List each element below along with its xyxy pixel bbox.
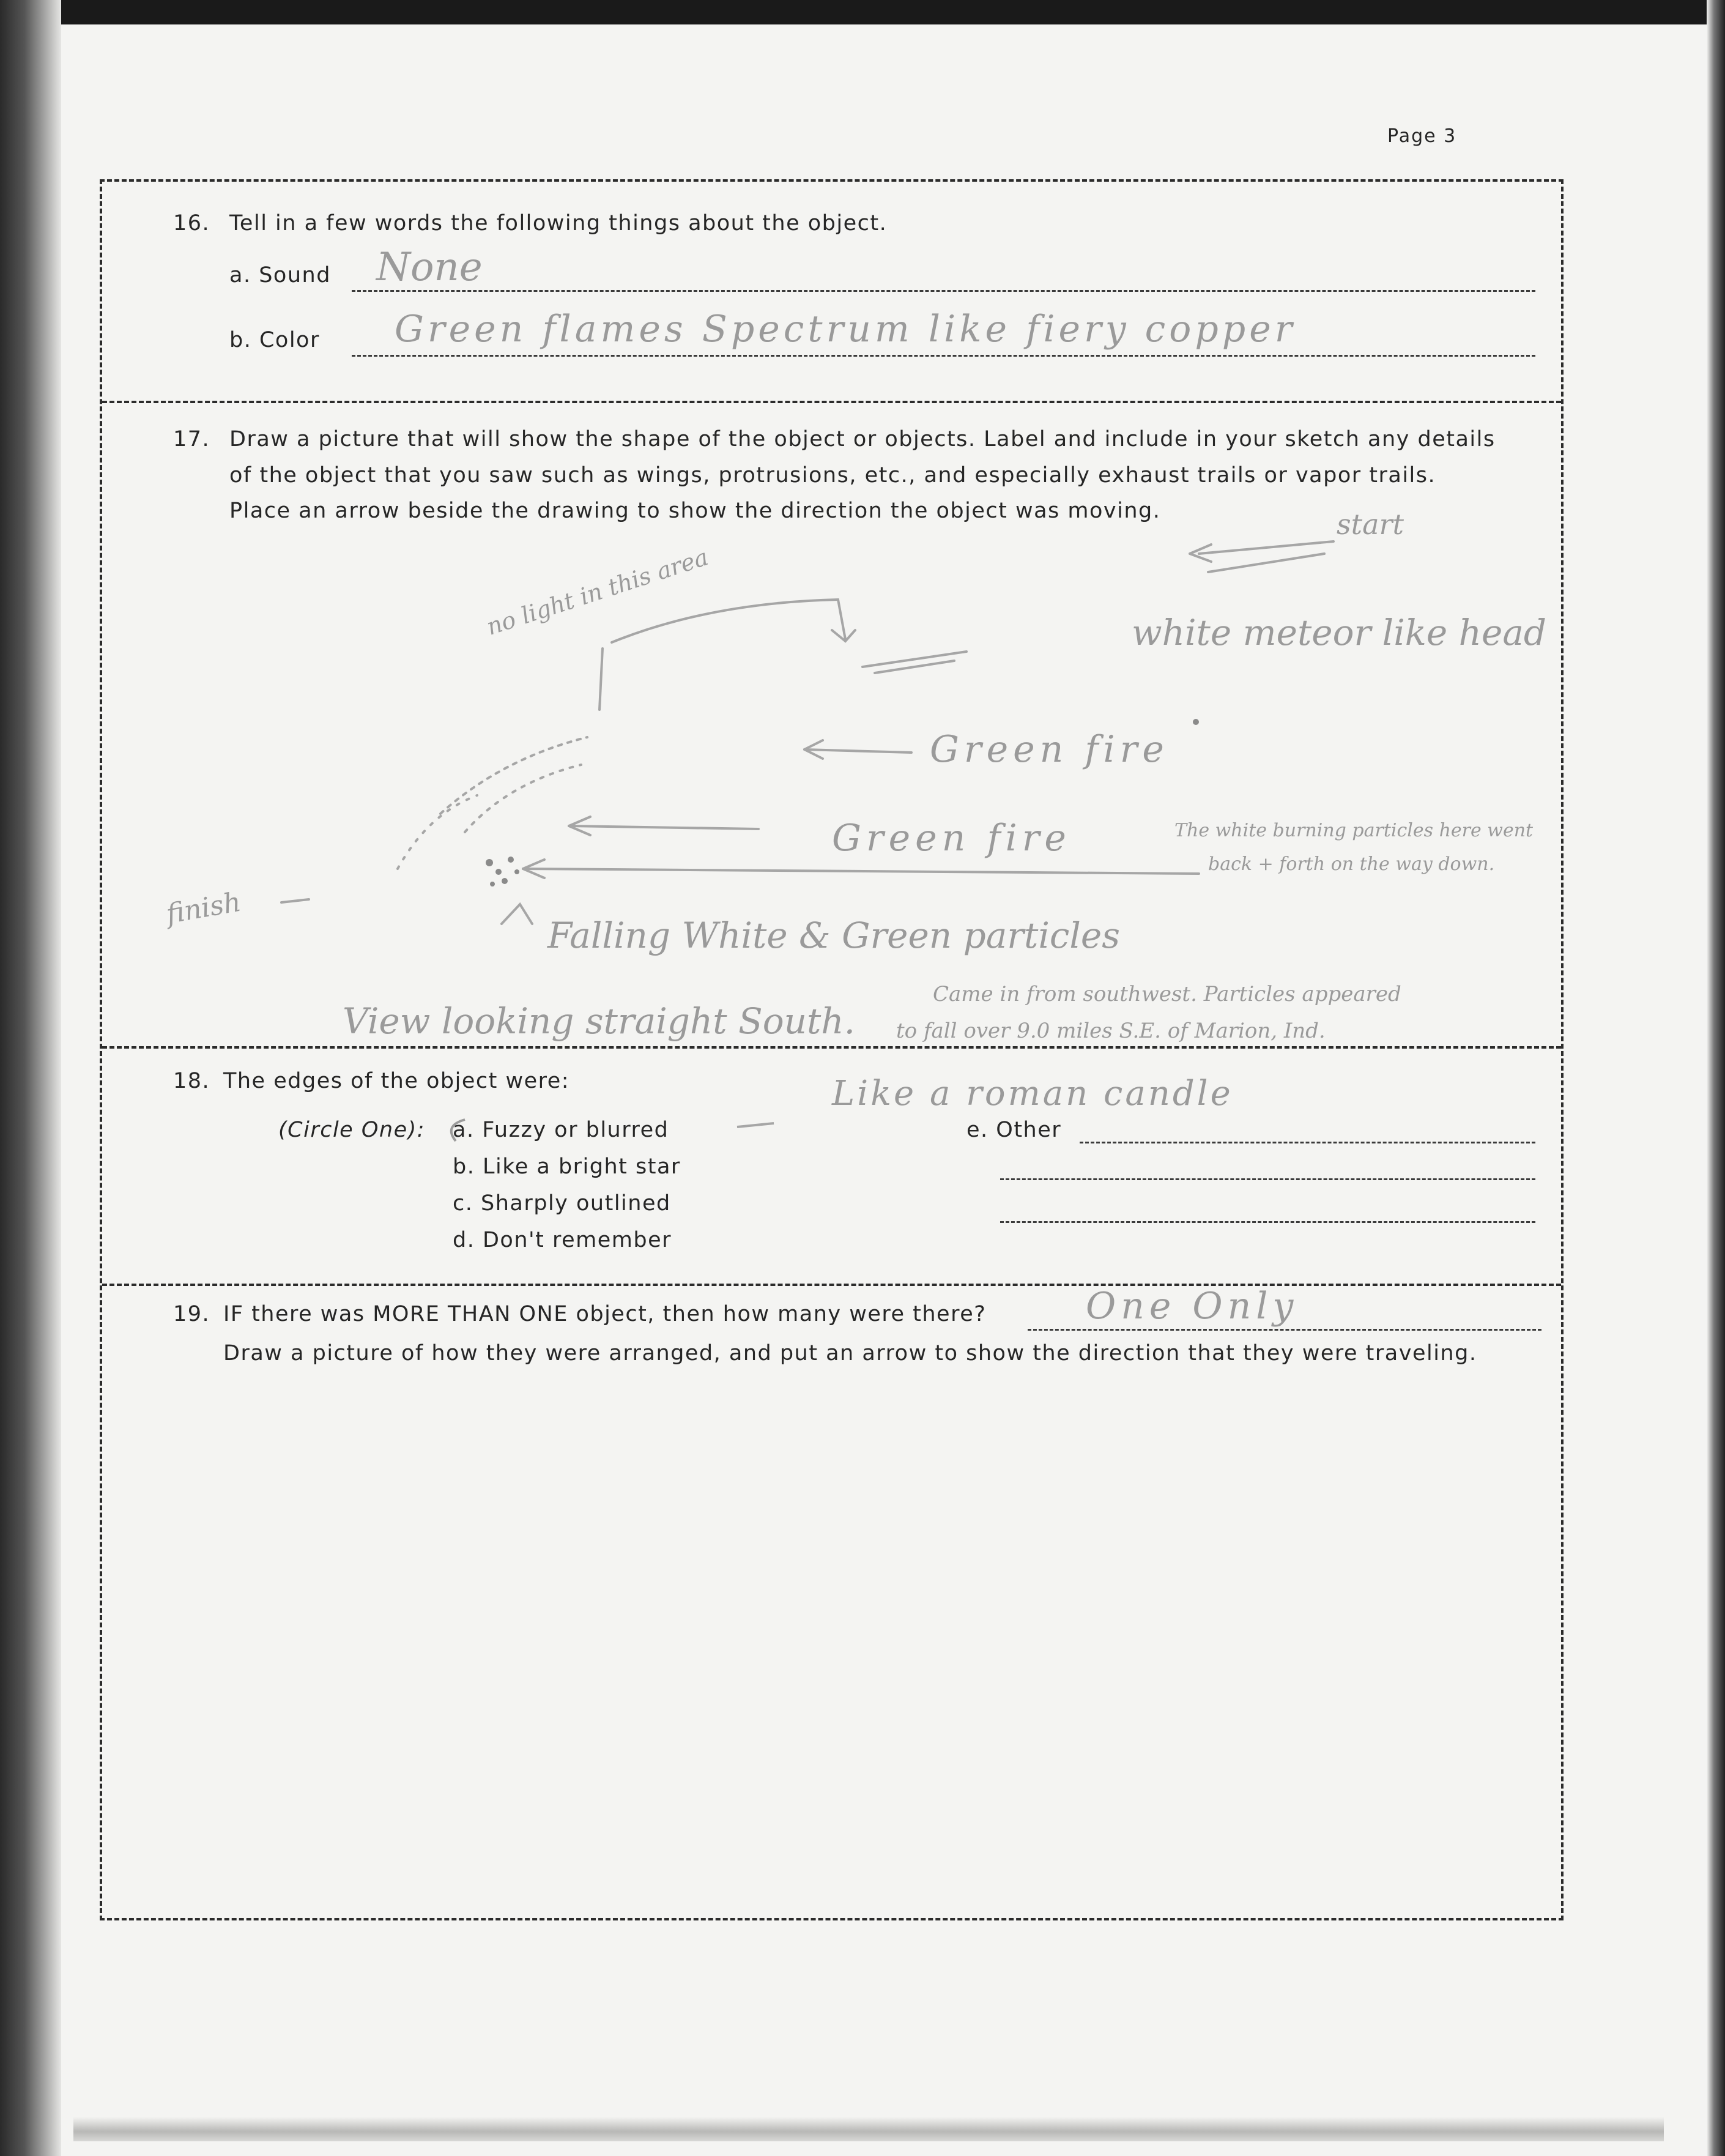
- sketch-note-green-fire-1: Green fire: [930, 728, 1169, 771]
- question-17-line-3: Place an arrow beside the drawing to show the direction the object was moving.: [229, 499, 1161, 523]
- sketch-note-came-in-1: Came in from southwest. Particles appeared: [933, 982, 1401, 1006]
- edge-option-dont-remember[interactable]: d. Don't remember: [453, 1228, 672, 1252]
- sketch-note-view: View looking straight South.: [343, 1000, 856, 1042]
- color-answer: Green flames Spectrum like fiery copper: [395, 308, 1296, 351]
- question-16-number: 16.: [173, 211, 210, 236]
- other-answer-line-3[interactable]: [1000, 1221, 1535, 1223]
- question-19-number: 19.: [173, 1302, 210, 1326]
- sketch-note-particles-1: The white burning particles here went: [1174, 820, 1534, 841]
- edges-handwritten-answer: Like a roman candle: [832, 1074, 1233, 1113]
- other-answer-line-1[interactable]: [1080, 1142, 1535, 1143]
- question-19-line-2: Draw a picture of how they were arranged, and put an arrow to show the direction that they were traveling.: [223, 1341, 1477, 1366]
- sketch-note-start: start: [1337, 508, 1404, 541]
- edge-option-fuzzy[interactable]: a. Fuzzy or blurred: [453, 1118, 669, 1142]
- sound-label: a. Sound: [229, 263, 331, 288]
- color-label: b. Color: [229, 328, 320, 352]
- edge-option-sharply-outlined[interactable]: c. Sharply outlined: [453, 1191, 671, 1216]
- question-19-line-1: IF there was MORE THAN ONE object, then how many were there?: [223, 1302, 987, 1326]
- question-17-number: 17.: [173, 427, 210, 452]
- edge-option-other[interactable]: e. Other: [966, 1118, 1062, 1142]
- sketch-note-no-light: no light in this area: [483, 543, 712, 641]
- question-17-line-1: Draw a picture that will show the shape of the object or objects. Label and include in your sketch any details: [229, 427, 1496, 452]
- object-count-answer: One Only: [1086, 1285, 1299, 1328]
- question-18-number: 18.: [173, 1069, 210, 1093]
- edge-option-bright-star[interactable]: b. Like a bright star: [453, 1154, 681, 1179]
- page-number: Page 3: [1387, 125, 1457, 147]
- sketch-note-particles-2: back + forth on the way down.: [1208, 853, 1495, 875]
- sketch-note-falling-particles: Falling White & Green particles: [547, 915, 1121, 956]
- sketch-note-finish: finish: [164, 886, 243, 931]
- scan-border-bottom: [73, 2117, 1664, 2141]
- question-16-prompt: Tell in a few words the following things about the object.: [229, 211, 888, 236]
- question-17-line-2: of the object that you saw such as wings, protrusions, etc., and especially exhaust trails or vapor trails.: [229, 463, 1436, 488]
- sound-answer: None: [376, 245, 483, 290]
- other-answer-line-2[interactable]: [1000, 1178, 1535, 1180]
- sketch-note-white-meteor: white meteor like head: [1132, 612, 1547, 653]
- arrangement-sketch-area[interactable]: [110, 1383, 1554, 1909]
- question-18-prompt: The edges of the object were:: [223, 1069, 570, 1093]
- sketch-note-came-in-2: to fall over 9.0 miles S.E. of Marion, Ind.: [896, 1019, 1326, 1043]
- sketch-note-green-fire-2: Green fire: [832, 817, 1071, 860]
- circle-one-instruction: (Circle One):: [278, 1118, 426, 1142]
- object-count-line[interactable]: [1028, 1329, 1541, 1331]
